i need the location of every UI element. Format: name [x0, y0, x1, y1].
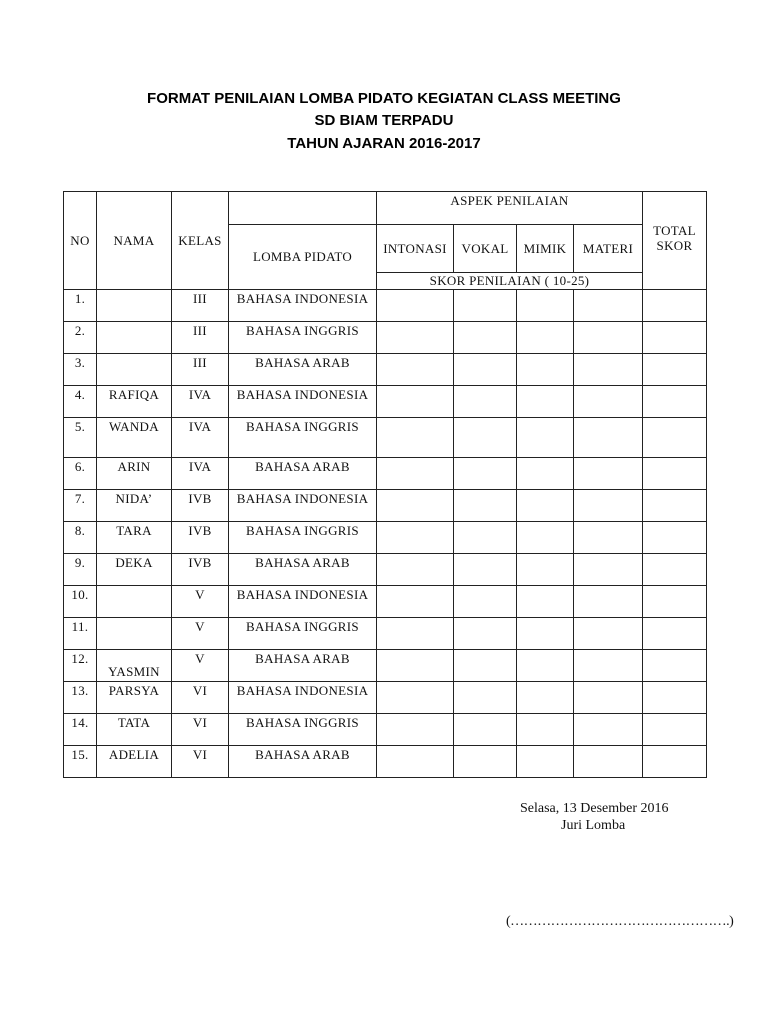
header-no: NO: [64, 192, 97, 290]
score-intonasi-cell[interactable]: [377, 458, 454, 490]
row-no: 5.: [64, 418, 97, 458]
header-nama: NAMA: [97, 192, 172, 290]
row-nama: PARSYA: [97, 682, 172, 714]
header-total-line1: TOTAL: [653, 223, 696, 238]
header-skor-penilaian: SKOR PENILAIAN ( 10-25): [377, 273, 643, 290]
row-lomba: BAHASA INDONESIA: [229, 682, 377, 714]
row-kelas: IVB: [172, 490, 229, 522]
row-nama: [97, 290, 172, 322]
row-lomba: BAHASA ARAB: [229, 746, 377, 778]
row-nama: ARIN: [97, 458, 172, 490]
row-nama: YASMIN: [97, 650, 172, 682]
score-mimik-cell[interactable]: [517, 650, 574, 682]
score-vokal-cell[interactable]: [454, 354, 517, 386]
table-row: [64, 618, 707, 650]
row-no: 12.: [64, 650, 97, 682]
row-kelas: V: [172, 586, 229, 618]
academic-year: TAHUN AJARAN 2016-2017: [287, 135, 481, 152]
row-kelas: VI: [172, 714, 229, 746]
score-intonasi-cell[interactable]: [377, 682, 454, 714]
row-lomba: BAHASA INGGRIS: [229, 322, 377, 354]
score-mimik-cell[interactable]: [517, 290, 574, 322]
table-row: [64, 290, 707, 322]
score-total-cell[interactable]: [643, 682, 707, 714]
row-lomba: BAHASA INGGRIS: [229, 618, 377, 650]
score-vokal-cell[interactable]: [454, 618, 517, 650]
school-name: SD BIAM TERPADU: [314, 112, 454, 129]
row-lomba: BAHASA INGGRIS: [229, 418, 377, 458]
score-materi-cell[interactable]: [574, 554, 643, 586]
row-lomba: BAHASA ARAB: [229, 354, 377, 386]
row-nama: DEKA: [97, 554, 172, 586]
header-total-line2: SKOR: [656, 238, 693, 253]
footer-role: Juri Lomba: [561, 818, 626, 833]
table-row: [64, 322, 707, 354]
score-mimik-cell[interactable]: [517, 618, 574, 650]
score-mimik-cell[interactable]: [517, 522, 574, 554]
score-total-cell[interactable]: [643, 490, 707, 522]
score-mimik-cell[interactable]: [517, 458, 574, 490]
score-materi-cell[interactable]: [574, 682, 643, 714]
score-materi-cell[interactable]: [574, 458, 643, 490]
table-row: [64, 650, 707, 682]
row-no: 1.: [64, 290, 97, 322]
score-mimik-cell[interactable]: [517, 386, 574, 418]
score-total-cell[interactable]: [643, 714, 707, 746]
row-no: 2.: [64, 322, 97, 354]
score-intonasi-cell[interactable]: [377, 554, 454, 586]
score-vokal-cell[interactable]: [454, 418, 517, 458]
score-materi-cell[interactable]: [574, 386, 643, 418]
score-intonasi-cell[interactable]: [377, 290, 454, 322]
score-total-cell[interactable]: [643, 386, 707, 418]
header-lomba-pidato: LOMBA PIDATO: [229, 225, 377, 290]
score-intonasi-cell[interactable]: [377, 490, 454, 522]
row-no: 6.: [64, 458, 97, 490]
document-title: FORMAT PENILAIAN LOMBA PIDATO KEGIATAN CLASS MEETING: [147, 90, 621, 107]
score-intonasi-cell[interactable]: [377, 522, 454, 554]
row-no: 10.: [64, 586, 97, 618]
score-materi-cell[interactable]: [574, 586, 643, 618]
score-mimik-cell[interactable]: [517, 746, 574, 778]
row-lomba: BAHASA INGGRIS: [229, 522, 377, 554]
signature-line: (………………………………………….): [506, 914, 734, 929]
score-vokal-cell[interactable]: [454, 586, 517, 618]
row-kelas: IVB: [172, 554, 229, 586]
score-total-cell[interactable]: [643, 522, 707, 554]
score-total-cell[interactable]: [643, 554, 707, 586]
table-row: [64, 554, 707, 586]
table-row: [64, 682, 707, 714]
footer-date: Selasa, 13 Desember 2016: [520, 801, 669, 816]
row-kelas: IVA: [172, 458, 229, 490]
score-total-cell[interactable]: [643, 618, 707, 650]
score-mimik-cell[interactable]: [517, 418, 574, 458]
score-mimik-cell[interactable]: [517, 682, 574, 714]
row-lomba: BAHASA INGGRIS: [229, 714, 377, 746]
header-materi: MATERI: [574, 225, 643, 273]
score-materi-cell[interactable]: [574, 322, 643, 354]
row-lomba: BAHASA ARAB: [229, 650, 377, 682]
row-kelas: III: [172, 322, 229, 354]
score-mimik-cell[interactable]: [517, 354, 574, 386]
row-no: 7.: [64, 490, 97, 522]
score-mimik-cell[interactable]: [517, 586, 574, 618]
row-lomba: BAHASA INDONESIA: [229, 386, 377, 418]
score-intonasi-cell[interactable]: [377, 354, 454, 386]
row-nama: NIDA’: [97, 490, 172, 522]
table-row: [64, 490, 707, 522]
row-kelas: VI: [172, 746, 229, 778]
score-vokal-cell[interactable]: [454, 386, 517, 418]
score-vokal-cell[interactable]: [454, 714, 517, 746]
score-vokal-cell[interactable]: [454, 458, 517, 490]
row-lomba: BAHASA INDONESIA: [229, 290, 377, 322]
score-materi-cell[interactable]: [574, 290, 643, 322]
table-row: [64, 522, 707, 554]
table-row: [64, 386, 707, 418]
row-no: 4.: [64, 386, 97, 418]
row-kelas: VI: [172, 682, 229, 714]
row-no: 11.: [64, 618, 97, 650]
score-intonasi-cell[interactable]: [377, 714, 454, 746]
scoring-table: [63, 191, 707, 778]
score-mimik-cell[interactable]: [517, 490, 574, 522]
row-lomba: BAHASA INDONESIA: [229, 490, 377, 522]
score-materi-cell[interactable]: [574, 714, 643, 746]
score-vokal-cell[interactable]: [454, 650, 517, 682]
score-materi-cell[interactable]: [574, 354, 643, 386]
score-mimik-cell[interactable]: [517, 322, 574, 354]
header-kelas: KELAS: [172, 192, 229, 290]
score-total-cell[interactable]: [643, 586, 707, 618]
score-materi-cell[interactable]: [574, 618, 643, 650]
row-kelas: V: [172, 650, 229, 682]
header-intonasi: INTONASI: [377, 225, 454, 273]
row-kelas: IVB: [172, 522, 229, 554]
score-materi-cell[interactable]: [574, 522, 643, 554]
score-materi-cell[interactable]: [574, 418, 643, 458]
header-total-skor: [643, 192, 707, 290]
score-intonasi-cell[interactable]: [377, 322, 454, 354]
score-mimik-cell[interactable]: [517, 714, 574, 746]
score-vokal-cell[interactable]: [454, 290, 517, 322]
row-kelas: III: [172, 290, 229, 322]
row-nama: RAFIQA: [97, 386, 172, 418]
score-total-cell[interactable]: [643, 290, 707, 322]
header-mimik: MIMIK: [517, 225, 574, 273]
score-total-cell[interactable]: [643, 746, 707, 778]
score-vokal-cell[interactable]: [454, 322, 517, 354]
row-kelas: III: [172, 354, 229, 386]
score-vokal-cell[interactable]: [454, 522, 517, 554]
row-no: 9.: [64, 554, 97, 586]
score-materi-cell[interactable]: [574, 746, 643, 778]
score-materi-cell[interactable]: [574, 650, 643, 682]
score-intonasi-cell[interactable]: [377, 618, 454, 650]
row-kelas: V: [172, 618, 229, 650]
row-kelas: IVA: [172, 418, 229, 458]
row-kelas: IVA: [172, 386, 229, 418]
table-row: [64, 586, 707, 618]
score-intonasi-cell[interactable]: [377, 650, 454, 682]
table-row: [64, 458, 707, 490]
row-nama: [97, 586, 172, 618]
score-vokal-cell[interactable]: [454, 490, 517, 522]
score-total-cell[interactable]: [643, 418, 707, 458]
score-total-cell[interactable]: [643, 650, 707, 682]
row-no: 8.: [64, 522, 97, 554]
row-no: 3.: [64, 354, 97, 386]
header-aspek-penilaian: ASPEK PENILAIAN: [377, 192, 643, 225]
row-no: 15.: [64, 746, 97, 778]
score-materi-cell[interactable]: [574, 490, 643, 522]
score-intonasi-cell[interactable]: [377, 418, 454, 458]
table-row: [64, 418, 707, 458]
score-vokal-cell[interactable]: [454, 554, 517, 586]
row-nama: [97, 618, 172, 650]
row-no: 14.: [64, 714, 97, 746]
score-total-cell[interactable]: [643, 458, 707, 490]
score-intonasi-cell[interactable]: [377, 746, 454, 778]
row-lomba: BAHASA INDONESIA: [229, 586, 377, 618]
table-row: [64, 714, 707, 746]
score-intonasi-cell[interactable]: [377, 386, 454, 418]
row-no: 13.: [64, 682, 97, 714]
row-lomba: BAHASA ARAB: [229, 554, 377, 586]
table-row: [64, 746, 707, 778]
row-nama: TARA: [97, 522, 172, 554]
score-total-cell[interactable]: [643, 354, 707, 386]
row-nama: [97, 322, 172, 354]
row-lomba: BAHASA ARAB: [229, 458, 377, 490]
row-nama: WANDA: [97, 418, 172, 458]
score-mimik-cell[interactable]: [517, 554, 574, 586]
score-total-cell[interactable]: [643, 322, 707, 354]
header-vokal: VOKAL: [454, 225, 517, 273]
score-intonasi-cell[interactable]: [377, 586, 454, 618]
score-vokal-cell[interactable]: [454, 746, 517, 778]
row-nama: ADELIA: [97, 746, 172, 778]
table-row: [64, 354, 707, 386]
row-nama: TATA: [97, 714, 172, 746]
header-lomba-spacer: [229, 192, 377, 225]
score-vokal-cell[interactable]: [454, 682, 517, 714]
row-nama: [97, 354, 172, 386]
